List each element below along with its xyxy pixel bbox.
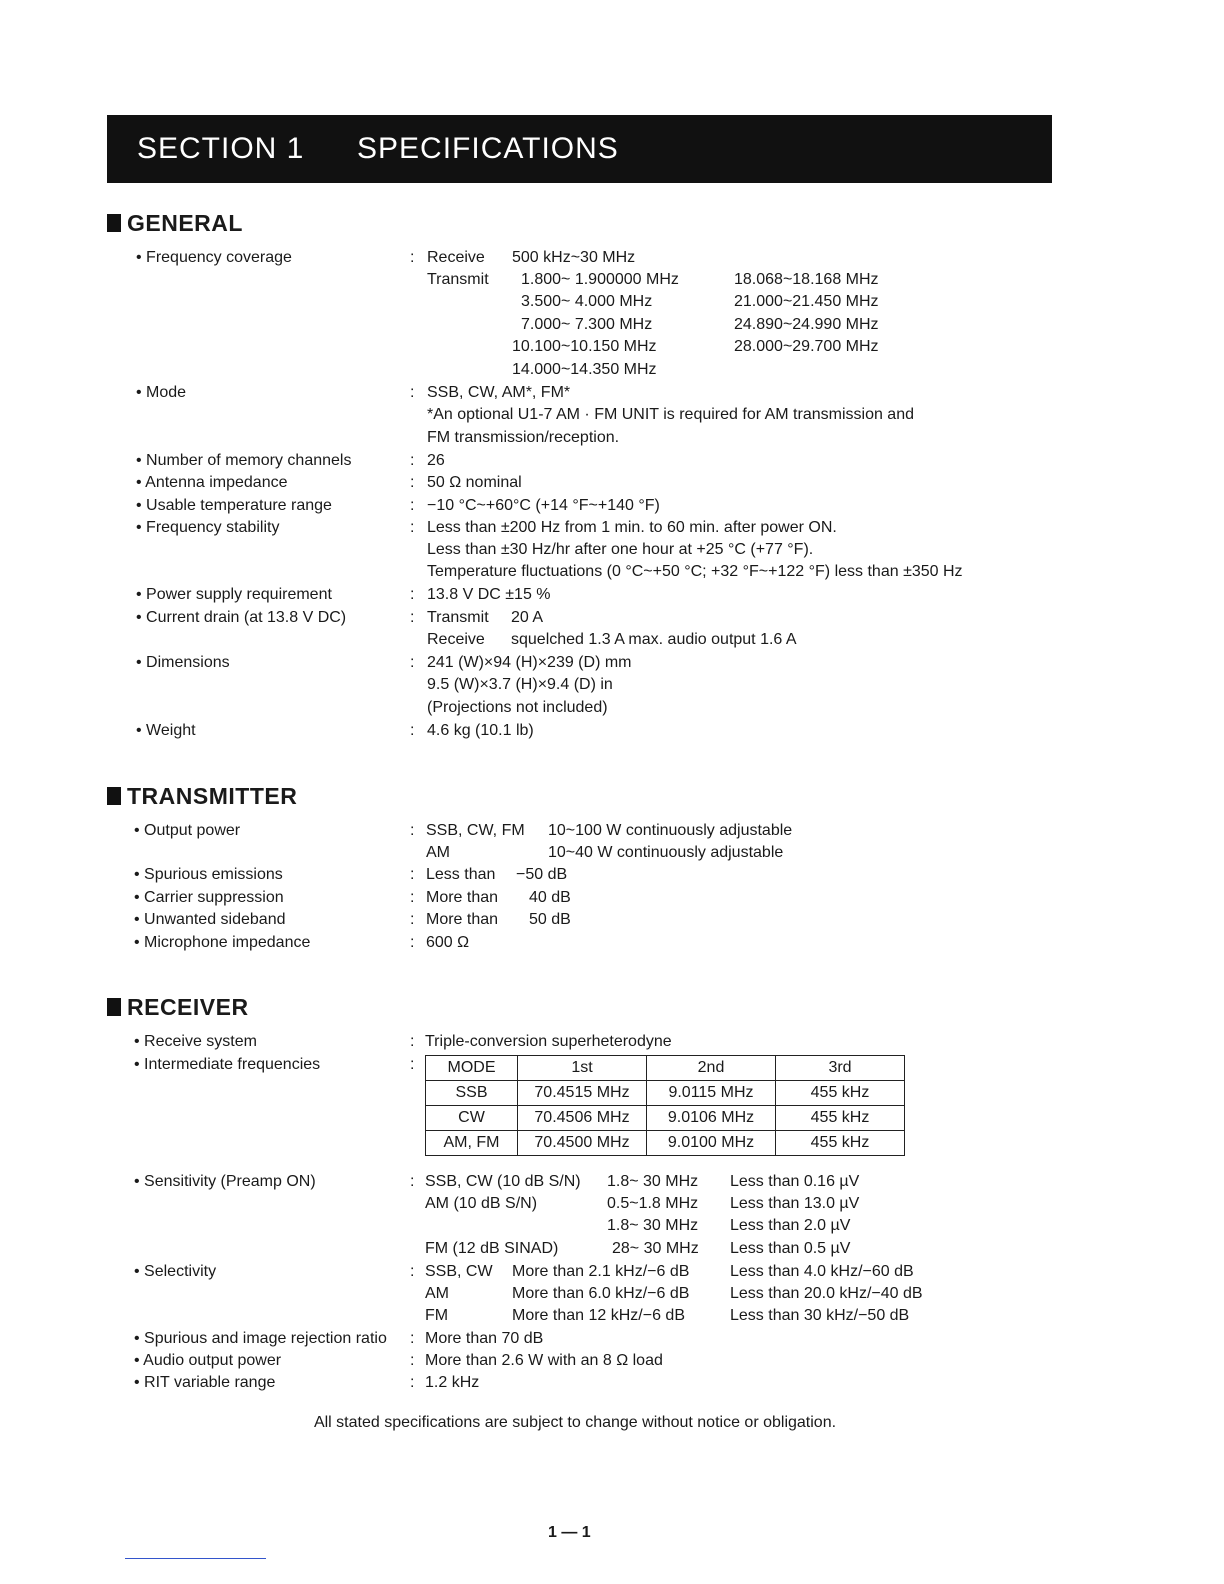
selectivity-more: More than 6.0 kHz/−6 dB [512, 1285, 690, 1302]
sensitivity-range: 1.8~ 30 MHz [607, 1173, 699, 1190]
rit-value: 1.2 kHz [425, 1374, 480, 1391]
stability-line: Less than ±30 Hz/hr after one hour at +25 °C (+77 °F). [427, 541, 814, 558]
table-cell: CW [426, 1106, 518, 1131]
dimensions-line: 9.5 (W)×3.7 (H)×9.4 (D) in [427, 676, 613, 693]
section-title: SPECIFICATIONS [357, 132, 619, 165]
temperature-value: −10 °C~+60°C (+14 °F~+140 °F) [427, 497, 660, 514]
selectivity-less: Less than 20.0 kHz/−40 dB [730, 1285, 923, 1302]
table-row [426, 1081, 905, 1106]
memory-label: • Number of memory channels [136, 452, 352, 469]
sensitivity-mode: FM (12 dB SINAD) [425, 1240, 559, 1257]
carrier-label: • Carrier suppression [134, 889, 284, 906]
if-table [425, 1055, 905, 1156]
sensitivity-value: Less than 13.0 µV [730, 1195, 860, 1212]
table-cell: 9.0100 MHz [647, 1131, 776, 1156]
spurious-rejection-value: More than 70 dB [425, 1330, 544, 1347]
carrier-value: 40 dB [529, 889, 571, 906]
spurious-qual: Less than [426, 866, 496, 883]
sensitivity-value: Less than 2.0 µV [730, 1217, 851, 1234]
footer-link-underline [125, 1558, 266, 1559]
receive-label: Receive [427, 249, 485, 266]
selectivity-mode: AM [425, 1285, 449, 1302]
sensitivity-range: 0.5~1.8 MHz [607, 1195, 699, 1212]
receive-system-value: Triple-conversion superheterodyne [425, 1033, 672, 1050]
spurious-label: • Spurious emissions [134, 866, 283, 883]
power-supply-value: 13.8 V DC ±15 % [427, 586, 551, 603]
mic-label: • Microphone impedance [134, 934, 311, 951]
weight-label: • Weight [136, 722, 196, 739]
stability-line: Less than ±200 Hz from 1 min. to 60 min. after power ON. [427, 519, 837, 536]
power-supply-label: • Power supply requirement [136, 586, 332, 603]
audio-output-value: More than 2.6 W with an 8 Ω load [425, 1352, 663, 1369]
selectivity-more: More than 2.1 kHz/−6 dB [512, 1263, 690, 1280]
table-header: 2nd [647, 1056, 776, 1081]
table-cell: AM, FM [426, 1131, 518, 1156]
table-cell: 9.0106 MHz [647, 1106, 776, 1131]
mode-note: FM transmission/reception. [427, 429, 620, 446]
transmit-band: 3.500~ 4.000 MHz [521, 293, 653, 310]
footer-note: All stated specifications are subject to change without notice or obligation. [313, 1414, 837, 1431]
frequency-coverage-label: • Frequency coverage [136, 249, 292, 266]
output-mode: SSB, CW, FM [426, 822, 525, 839]
transmitter-heading: TRANSMITTER [107, 783, 297, 810]
receive-system-label: • Receive system [134, 1033, 257, 1050]
table-cell: 70.4515 MHz [518, 1081, 647, 1106]
receiver-heading: RECEIVER [107, 994, 249, 1021]
table-header: 1st [518, 1056, 647, 1081]
transmit-band: 14.000~14.350 MHz [512, 361, 657, 378]
transmit-band: 24.890~24.990 MHz [734, 316, 879, 333]
stability-line: Temperature fluctuations (0 °C~+50 °C; +32 °F~+122 °F) less than ±350 Hz [427, 563, 963, 580]
audio-output-label: • Audio output power [134, 1352, 282, 1369]
output-value: 10~40 W continuously adjustable [548, 844, 784, 861]
current-drain-label: • Current drain (at 13.8 V DC) [136, 609, 347, 626]
selectivity-less: Less than 30 kHz/−50 dB [730, 1307, 910, 1324]
table-cell: 455 kHz [776, 1131, 905, 1156]
current-receive-label: Receive [427, 631, 485, 648]
transmit-band: 28.000~29.700 MHz [734, 338, 879, 355]
receive-range: 500 kHz~30 MHz [512, 249, 636, 266]
sensitivity-value: Less than 0.5 µV [730, 1240, 851, 1257]
mic-value: 600 Ω [426, 934, 470, 951]
sideband-qual: More than [426, 911, 499, 928]
if-label: • Intermediate frequencies [134, 1056, 321, 1073]
table-cell: 70.4506 MHz [518, 1106, 647, 1131]
transmit-band: 10.100~10.150 MHz [512, 338, 657, 355]
antenna-label: • Antenna impedance [136, 474, 288, 491]
mode-note: *An optional U1-7 AM · FM UNIT is required for AM transmission and [427, 406, 914, 423]
sensitivity-label: • Sensitivity (Preamp ON) [134, 1173, 316, 1190]
table-header: MODE [426, 1056, 518, 1081]
table-header-row [426, 1056, 905, 1081]
mode-label: • Mode [136, 384, 187, 401]
sensitivity-mode: SSB, CW (10 dB S/N) [425, 1173, 581, 1190]
antenna-value: 50 Ω nominal [427, 474, 522, 491]
sensitivity-range: 28~ 30 MHz [612, 1240, 699, 1257]
sideband-label: • Unwanted sideband [134, 911, 286, 928]
table-row [426, 1131, 905, 1156]
section-banner [107, 115, 1052, 183]
transmit-band: 1.800~ 1.900000 MHz [521, 271, 679, 288]
table-cell: 9.0115 MHz [647, 1081, 776, 1106]
stability-label: • Frequency stability [136, 519, 280, 536]
mode-value: SSB, CW, AM*, FM* [427, 384, 571, 401]
transmit-band: 18.068~18.168 MHz [734, 271, 879, 288]
spurious-value: −50 dB [516, 866, 568, 883]
sensitivity-mode: AM (10 dB S/N) [425, 1195, 538, 1212]
transmit-band: 21.000~21.450 MHz [734, 293, 879, 310]
sensitivity-value: Less than 0.16 µV [730, 1173, 860, 1190]
selectivity-mode: SSB, CW [425, 1263, 493, 1280]
weight-value: 4.6 kg (10.1 lb) [427, 722, 534, 739]
selectivity-less: Less than 4.0 kHz/−60 dB [730, 1263, 914, 1280]
output-value: 10~100 W continuously adjustable [548, 822, 793, 839]
spurious-rejection-label: • Spurious and image rejection ratio [134, 1330, 387, 1347]
table-header: 3rd [776, 1056, 905, 1081]
current-transmit-value: 20 A [511, 609, 544, 626]
dimensions-label: • Dimensions [136, 654, 230, 671]
general-heading: GENERAL [107, 210, 243, 237]
table-cell: 455 kHz [776, 1081, 905, 1106]
current-receive-value: squelched 1.3 A max. audio output 1.6 A [511, 631, 797, 648]
current-transmit-label: Transmit [427, 609, 489, 626]
sensitivity-range: 1.8~ 30 MHz [607, 1217, 699, 1234]
table-row [426, 1106, 905, 1131]
rit-label: • RIT variable range [134, 1374, 276, 1391]
page-number: 1 — 1 [548, 1524, 591, 1541]
transmit-band: 7.000~ 7.300 MHz [521, 316, 653, 333]
section-number: SECTION 1 [137, 132, 305, 165]
selectivity-more: More than 12 kHz/−6 dB [512, 1307, 685, 1324]
table-cell: SSB [426, 1081, 518, 1106]
table-cell: 455 kHz [776, 1106, 905, 1131]
transmit-label: Transmit [427, 271, 489, 288]
temperature-label: • Usable temperature range [136, 497, 332, 514]
dimensions-line: 241 (W)×94 (H)×239 (D) mm [427, 654, 632, 671]
carrier-qual: More than [426, 889, 499, 906]
memory-value: 26 [427, 452, 445, 469]
selectivity-label: • Selectivity [134, 1263, 217, 1280]
output-mode: AM [426, 844, 450, 861]
table-cell: 70.4500 MHz [518, 1131, 647, 1156]
dimensions-line: (Projections not included) [427, 699, 608, 716]
output-power-label: • Output power [134, 822, 241, 839]
selectivity-mode: FM [425, 1307, 449, 1324]
sideband-value: 50 dB [529, 911, 571, 928]
